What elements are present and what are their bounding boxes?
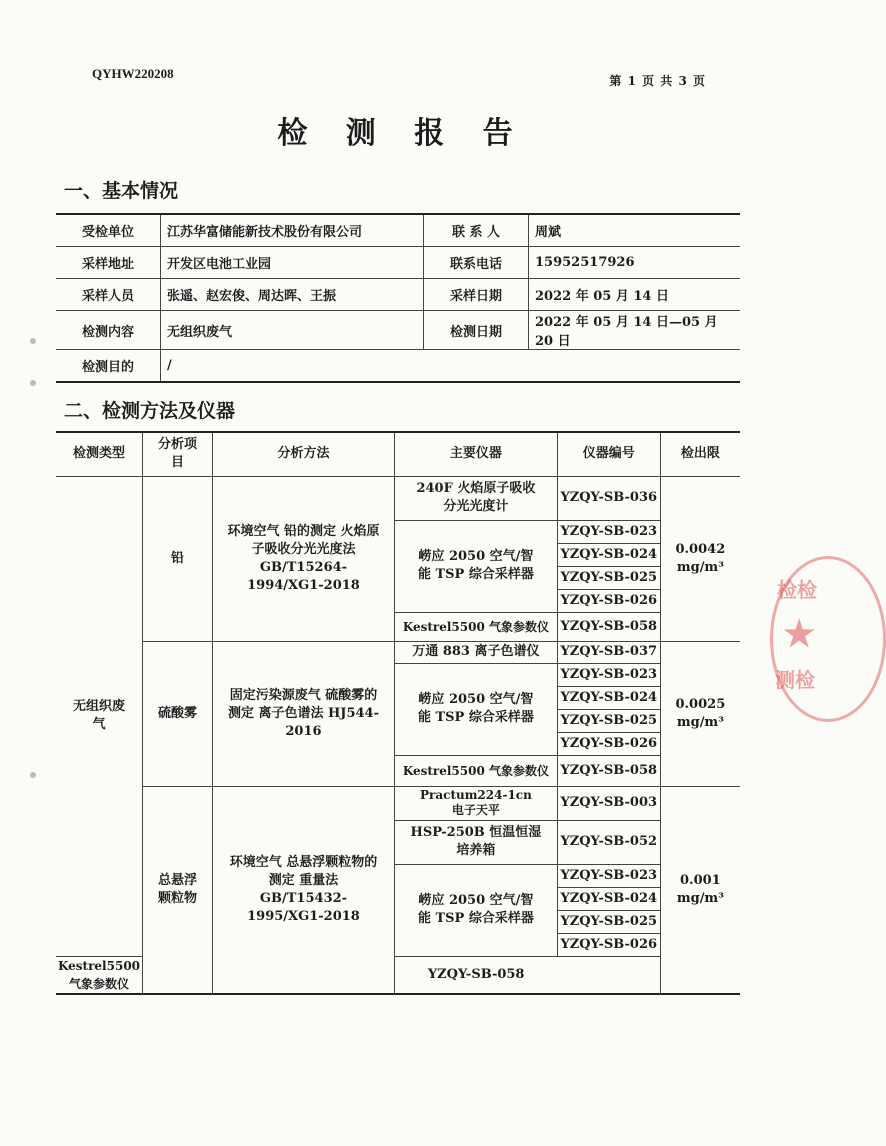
method-cell: 环境空气 铅的测定 火焰原子吸收分光光度法 GB/T15264-1994/XG1-2018 [212,476,394,641]
header-cell: 分析项目 [143,432,213,476]
label-cell: 受检单位 [56,214,161,247]
table-row [56,641,740,663]
scan-mark [30,380,36,386]
limit-value: 0.0025 [675,696,726,712]
instrument-id-cell: YZQY-SB-037 [557,641,660,663]
instrument-cell: 崂应 2050 空气/智能 TSP 综合采样器 [395,864,558,956]
value-cell: 无组织废气 [161,311,424,350]
table-row [56,279,740,311]
label-cell: 采样地址 [56,247,161,279]
label-cell: 联 系 人 [424,214,529,247]
label-cell: 检测目的 [56,350,161,383]
item-cell: 铅 [143,476,213,641]
value-cell: 2022 年 05 月 14 日—05 月 20 日 [529,311,741,350]
instrument-cell: 万通 883 离子色谱仪 [395,641,558,663]
limit-cell [660,641,740,786]
limit-cell [660,476,740,641]
item-cell: 硫酸雾 [143,641,213,786]
instrument-id-cell: YZQY-SB-025 [557,566,660,589]
page-title: 检 测 报 告 [277,116,527,151]
instrument-cell: Kestrel5500 气象参数仪 [395,612,558,641]
header-cell: 检出限 [660,432,740,476]
instrument-id-cell: YZQY-SB-058 [557,755,660,786]
header-cell: 检测类型 [56,432,143,476]
limit-cell [660,786,740,994]
table-row [56,214,740,247]
instrument-id-cell: YZQY-SB-026 [557,589,660,612]
instrument-id-cell: YZQY-SB-025 [557,709,660,732]
limit-unit: mg/m³ [676,890,724,906]
methods-table [56,431,740,995]
item-cell: 总悬浮颗粒物 [143,786,213,994]
section1-heading: 一、基本情况 [64,180,179,202]
instrument-id-cell: YZQY-SB-024 [557,686,660,709]
label-cell: 检测内容 [56,311,161,350]
section2-heading: 二、检测方法及仪器 [64,400,236,422]
instrument-cell: 240F 火焰原子吸收分光光度计 [395,476,558,520]
instrument-cell: 崂应 2050 空气/智能 TSP 综合采样器 [395,663,558,755]
star-icon: ★ [783,613,816,655]
instrument-id-cell: YZQY-SB-026 [557,933,660,956]
instrument-cell: HSP-250B 恒温恒湿培养箱 [395,820,558,864]
instrument-id-cell: YZQY-SB-026 [557,732,660,755]
scan-mark [30,772,36,778]
method-cell: 固定污染源废气 硫酸雾的测定 离子色谱法 HJ544-2016 [212,641,394,786]
instrument-id-cell: YZQY-SB-058 [395,956,558,994]
limit-unit: mg/m³ [676,714,724,730]
limit-unit: mg/m³ [676,559,724,575]
instrument-id-cell: YZQY-SB-023 [557,520,660,543]
instrument-id-cell: YZQY-SB-024 [557,887,660,910]
table-row [56,786,740,820]
instrument-id-cell: YZQY-SB-023 [557,663,660,686]
table-row [56,311,740,350]
instrument-cell: 崂应 2050 空气/智能 TSP 综合采样器 [395,520,558,612]
instrument-cell: Kestrel5500 气象参数仪 [395,755,558,786]
value-cell: 江苏华富储能新技术股份有限公司 [161,214,424,247]
instrument-cell: Practum224-1cn 电子天平 [395,786,558,820]
header-cell: 仪器编号 [557,432,660,476]
instrument-id-cell: YZQY-SB-025 [557,910,660,933]
page-info: 第 1 页 共 3 页 [609,74,706,88]
label-cell: 联系电话 [424,247,529,279]
label-cell: 检测日期 [424,311,529,350]
value-cell: 2022 年 05 月 14 日 [529,279,741,311]
instrument-cell: Kestrel5500 气象参数仪 [56,956,143,994]
method-cell: 环境空气 总悬浮颗粒物的测定 重量法 GB/T15432-1995/XG1-2018 [212,786,394,994]
value-cell: 开发区电池工业园 [161,247,424,279]
value-cell: 张遥、赵宏俊、周达晖、王振 [161,279,424,311]
value-cell: 15952517926 [529,247,741,279]
limit-value: 0.0042 [675,541,726,557]
category-cell: 无组织废气 [56,476,143,956]
report-code: QYHW220208 [92,66,174,81]
instrument-id-cell: YZQY-SB-058 [557,612,660,641]
header-cell: 分析方法 [212,432,394,476]
instrument-id-cell: YZQY-SB-024 [557,543,660,566]
limit-value: 0.001 [680,872,721,888]
instrument-id-cell: YZQY-SB-036 [557,476,660,520]
basic-info-table [56,213,740,383]
red-seal-stamp: 检检 ★ 测检 [770,556,886,722]
label-cell: 采样人员 [56,279,161,311]
value-cell: 周斌 [529,214,741,247]
value-cell: / [161,350,741,383]
instrument-id-cell: YZQY-SB-003 [557,786,660,820]
header-cell: 主要仪器 [395,432,558,476]
table-row [56,247,740,279]
label-cell: 采样日期 [424,279,529,311]
scan-mark [30,338,36,344]
instrument-id-cell: YZQY-SB-023 [557,864,660,887]
table-row [56,476,740,520]
instrument-id-cell: YZQY-SB-052 [557,820,660,864]
table-header-row [56,432,740,476]
table-row [56,350,740,383]
